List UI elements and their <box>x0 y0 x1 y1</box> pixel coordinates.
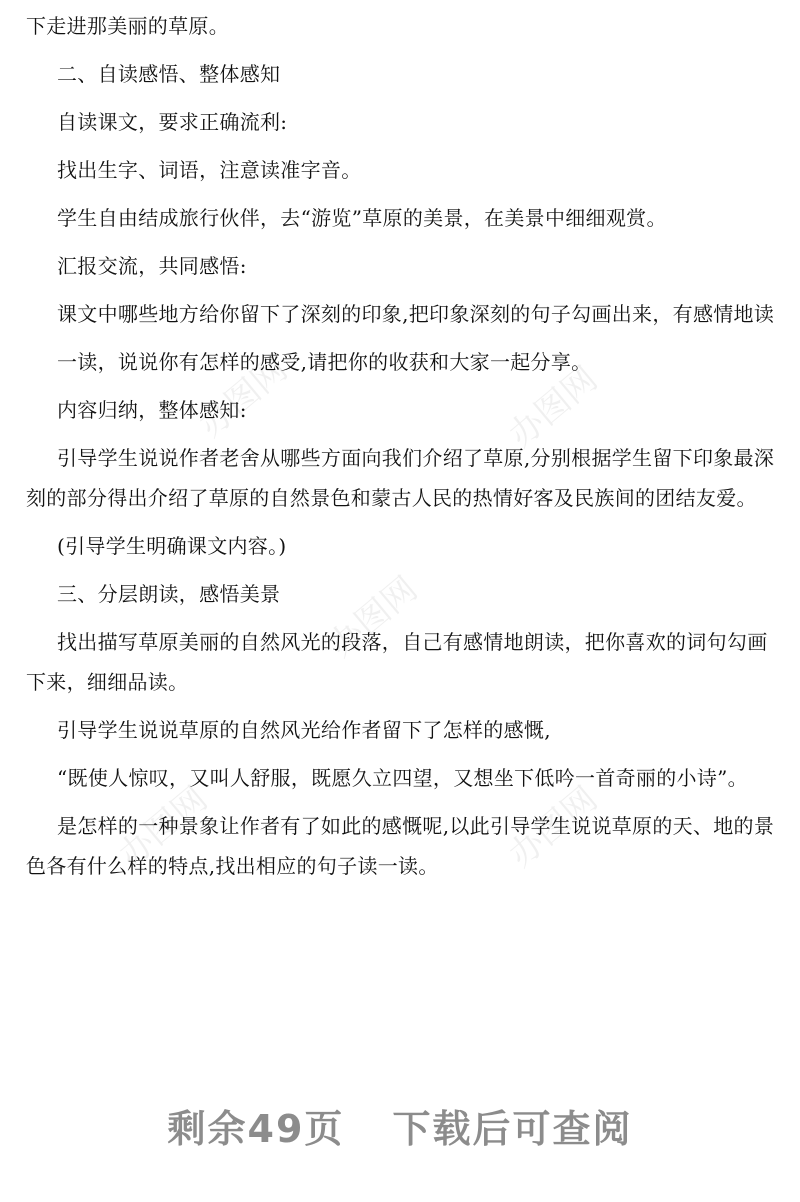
paragraph: 找出描写草原美丽的自然风光的段落，自己有感情地朗读，把你喜欢的词句勾画下来，细细品读。 <box>26 630 768 694</box>
download-banner[interactable] <box>0 1098 800 1153</box>
paragraph: 学生自由结成旅行伙伴，去“游览”草原的美景，在美景中细细观赏。 <box>57 206 667 230</box>
paragraph: (引导学生明确课文内容。) <box>57 534 287 558</box>
download-to-view-label: 下载后可查阅 <box>392 1107 633 1151</box>
watermark: 办图网 <box>501 359 606 456</box>
paragraph: 是怎样的一种景象让作者有了如此的感慨呢,以此引导学生说说草原的天、地的景色各有什么样的特点,找出相应的句子读一读。 <box>26 814 775 878</box>
watermark: 办图网 <box>191 349 296 446</box>
paragraph: 找出生字、词语，注意读准字音。 <box>57 158 362 182</box>
paragraph: 自读课文，要求正确流利: <box>57 110 288 134</box>
paragraph: 汇报交流，共同感悟: <box>57 254 247 278</box>
section-heading: 二、自读感悟、整体感知 <box>57 62 281 86</box>
paragraph: 内容归纳，整体感知: <box>57 398 247 422</box>
section-heading: 三、分层朗读，感悟美景 <box>57 582 281 606</box>
quotation: “既使人惊叹，又叫人舒服，既愿久立四望，又想坐下低吟一首奇丽的小诗”。 <box>57 766 748 790</box>
watermark: 办图网 <box>501 779 606 876</box>
paragraph: 引导学生说说作者老舍从哪些方面向我们介绍了草原,分别根据学生留下印象最深刻的部分得出介绍了草原的自然景色和蒙古人民的热情好客及民族间的团结友爱。 <box>26 446 775 510</box>
paragraph: 下走进那美丽的草原。 <box>26 14 229 38</box>
document-body <box>26 6 776 886</box>
watermark: 办图网 <box>111 779 216 876</box>
paragraph: 课文中哪些地方给你留下了深刻的印象,把印象深刻的句子勾画出来，有感情地读 <box>57 302 775 326</box>
paragraph: 引导学生说说草原的自然风光给作者留下了怎样的感慨, <box>57 718 551 742</box>
remaining-pages-label: 剩余49页 <box>167 1107 345 1151</box>
watermark: 办图网 <box>321 569 426 666</box>
paragraph: 一读，说说你有怎样的感受,请把你的收获和大家一起分享。 <box>57 350 592 374</box>
